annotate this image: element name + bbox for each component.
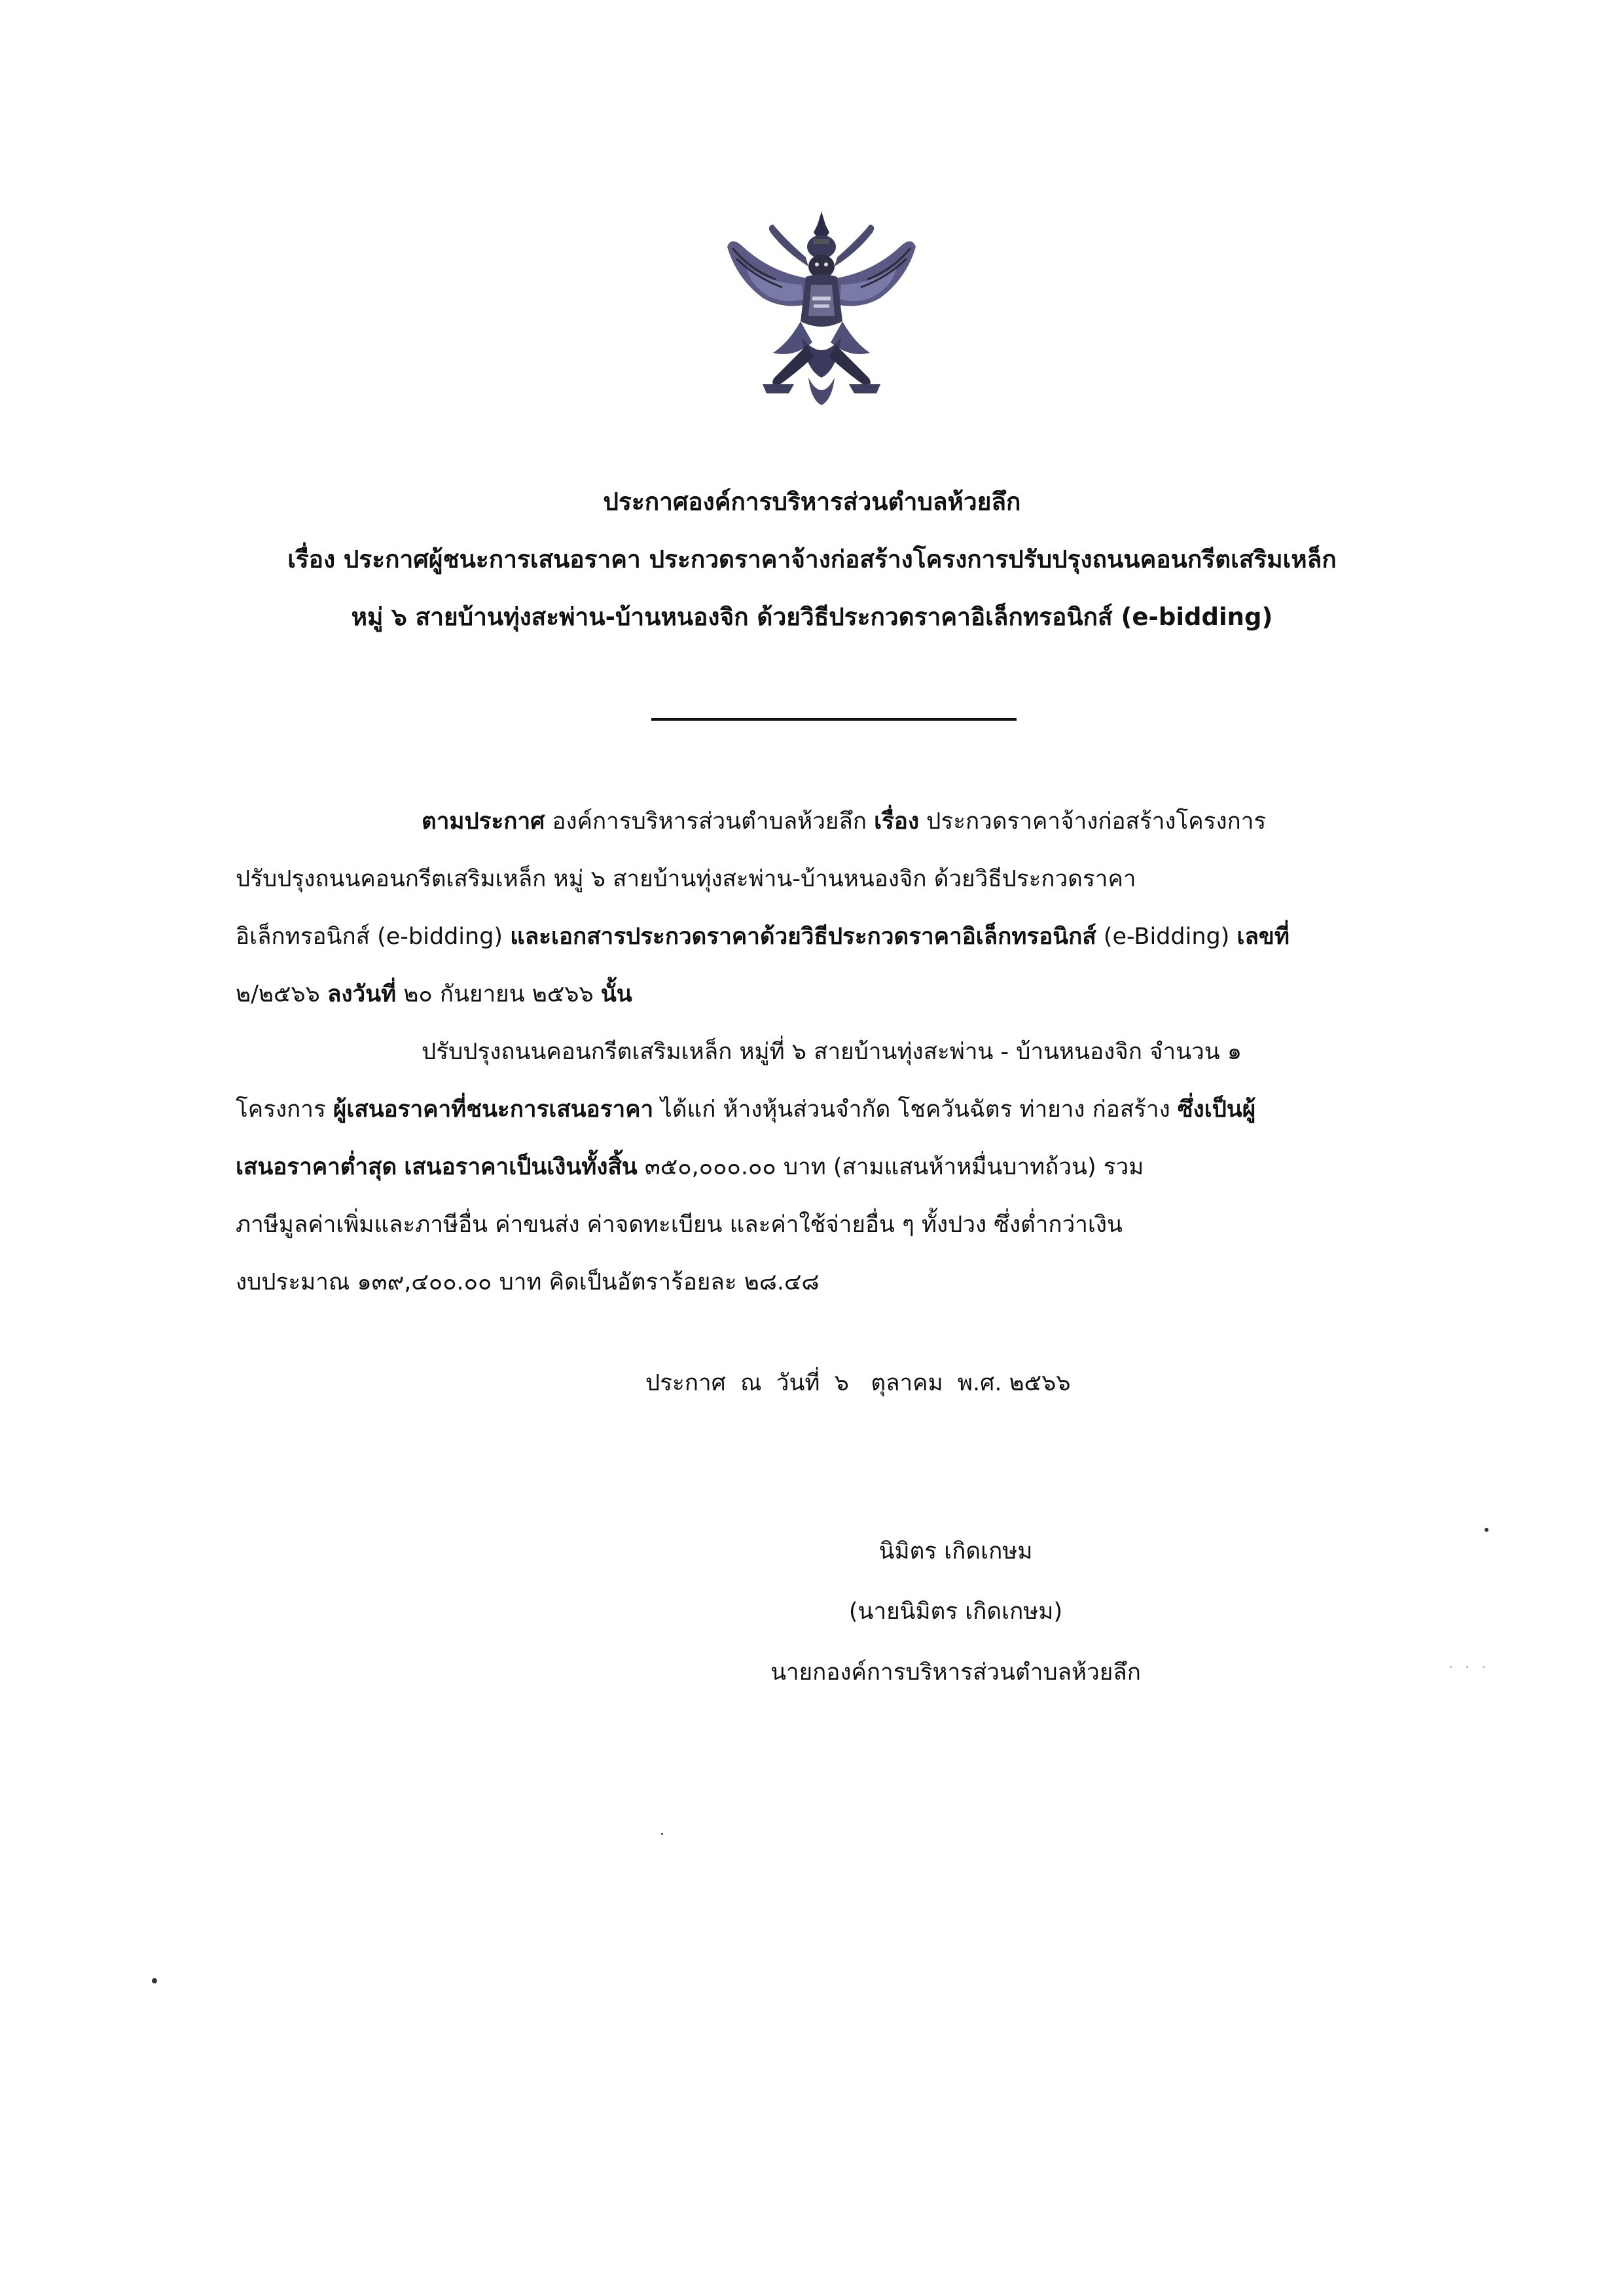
para2-line4: ภาษีมูลค่าเพิ่มและภาษีอื่น ค่าขนส่ง ค่าจดทะเบียน และค่าใช้จ่ายอื่น ๆ ทั้งปวง ซึ่งต่ำกว่าเงิน <box>236 1212 1123 1238</box>
para1-bold: เลขที่ <box>1236 924 1290 950</box>
para2-bold: ซึ่งเป็นผู้ <box>1177 1096 1256 1123</box>
para2-line2 <box>236 1093 1255 1126</box>
para1-text: (e-Bidding) <box>1096 924 1237 950</box>
para1-bold: ลงวันที่ <box>327 981 397 1007</box>
para1-line2: ปรับปรุงถนนคอนกรีตเสริมเหล็ก หมู่ ๖ สายบ้านทุ่งสะพ่าน-บ้านหนองจิก ด้วยวิธีประกวดราคา <box>236 866 1136 892</box>
para1-bold: ตามประกาศ <box>422 808 545 835</box>
para1-bold: และเอกสารประกวดราคาด้วยวิธีประกวดราคาอิเล็กทรอนิกส์ <box>510 924 1096 950</box>
para1-text: ๒/๒๕๖๖ <box>236 981 327 1007</box>
heading-subject-cont: หมู่ ๖ สายบ้านทุ่งสะพ่าน-บ้านหนองจิก ด้วยวิธีประกวดราคาอิเล็กทรอนิกส์ (e-bidding) <box>351 603 1273 631</box>
para2-text: ๓๕๐,๐๐๐.๐๐ บาท (สามแสนห้าหมื่นบาทถ้วน) รวม <box>637 1154 1144 1180</box>
para1-bold: เรื่อง <box>874 808 920 835</box>
para2-line5: งบประมาณ ๑๓๙,๔๐๐.๐๐ บาท คิดเป็นอัตราร้อยละ ๒๘.๔๘ <box>236 1269 820 1295</box>
para2-bold: เสนอราคาต่ำสุด <box>236 1154 397 1180</box>
para1-line3 <box>236 920 1290 953</box>
scan-speck <box>152 1978 157 1983</box>
para1-text: ๒๐ กันยายน ๒๕๖๖ <box>396 981 601 1007</box>
para1-text: อิเล็กทรอนิกส์ (e-bidding) <box>236 924 511 950</box>
para1-line1 <box>422 805 1266 838</box>
para2-bold: ผู้เสนอราคาที่ชนะการเสนอราคา <box>333 1096 654 1123</box>
heading-divider <box>651 718 1017 721</box>
signatory-position: นายกองค์การบริหารส่วนตำบลห้วยลึก <box>770 1659 1141 1686</box>
scan-speck <box>1483 1666 1485 1668</box>
para2-text: โครงการ <box>236 1096 333 1123</box>
signatory-name: นิมิตร เกิดเกษม <box>878 1538 1033 1564</box>
scan-speck <box>1485 1528 1489 1532</box>
scan-speck <box>1450 1666 1452 1668</box>
para1-line4 <box>236 978 632 1011</box>
para1-bold: นั้น <box>600 981 632 1007</box>
para2-text: ได้แก่ ห้างหุ้นส่วนจำกัด โชควันฉัตร ท่ายาง ก่อสร้าง <box>653 1096 1178 1123</box>
heading-subject: เรื่อง ประกาศผู้ชนะการเสนอราคา ประกวดราคาจ้างก่อสร้างโครงการปรับปรุงถนนคอนกรีตเสริมเหล็ก <box>287 545 1337 573</box>
garuda-emblem-icon <box>723 206 920 409</box>
scan-speck <box>1466 1666 1468 1668</box>
para2-line3 <box>236 1151 1144 1184</box>
para2-line1: ปรับปรุงถนนคอนกรีตเสริมเหล็ก หมู่ที่ ๖ สายบ้านทุ่งสะพ่าน - บ้านหนองจิก จำนวน ๑ <box>422 1039 1242 1065</box>
para1-text: ประกวดราคาจ้างก่อสร้างโครงการ <box>919 808 1267 835</box>
para2-bold: เสนอราคาเป็นเงินทั้งสิ้น <box>404 1154 638 1180</box>
signatory-full-name: (นายนิมิตร เกิดเกษม) <box>848 1599 1063 1625</box>
para1-text: องค์การบริหารส่วนตำบลห้วยลึก <box>545 808 875 835</box>
para2-text <box>397 1154 404 1180</box>
heading-agency: ประกาศองค์การบริหารส่วนตำบลห้วยลึก <box>603 488 1021 516</box>
announcement-date: ประกาศ ณ วันที่ ๖ ตุลาคม พ.ศ. ๒๕๖๖ <box>645 1370 1071 1396</box>
scan-speck <box>661 1833 663 1835</box>
